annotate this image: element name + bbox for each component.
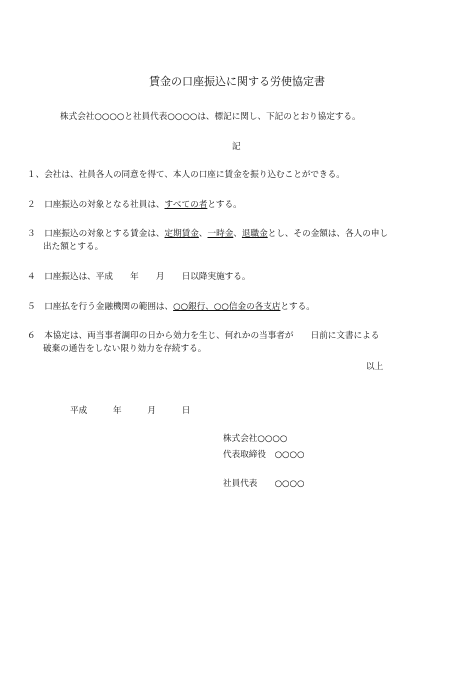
clause-2-underlined: すべての者 [164, 200, 208, 210]
intro-text: 株式会社○○○○と社員代表○○○○は、標記に関し、下記のとおり協定する。 [60, 112, 361, 122]
clause-3-line-2: 出た額とする。 [43, 242, 104, 252]
clause-3-sep-1: 、 [198, 229, 208, 239]
clause-6-line-1: ６ 本協定は、両当事者調印の日から効力を生じ、何れかの当事者が 日前に文書による [27, 331, 380, 341]
clause-3-wage-retirement: 退職金 [241, 229, 268, 239]
clause-3-tail: とし、その金額は、各人の申し [267, 229, 389, 239]
signature-date: 平成 年 月 日 [70, 406, 191, 416]
clause-3-wage-regular: 定期賃金 [164, 229, 199, 239]
clause-5-underlined: ○○銀行、○○信金の各支店 [173, 302, 281, 312]
representative-director: 代表取締役 ○○○○ [223, 450, 305, 460]
clause-1: １、会社は、社員各人の同意を得て、本人の口座に賃金を振り込むことができる。 [27, 170, 345, 180]
clause-2-text: ２ 口座振込の対象となる社員は、 [27, 200, 165, 210]
clause-3-wage-bonus: 一時金 [207, 229, 234, 239]
clause-2-tail: とする。 [207, 200, 242, 210]
employee-representative: 社員代表 ○○○○ [223, 479, 305, 489]
clause-3-text: ３ 口座振込の対象とする賃金は、 [27, 229, 165, 239]
clause-6-line-2: 破棄の通告をしない限り効力を存続する。 [43, 344, 207, 354]
clause-5-text: ５ 口座払を行う金融機関の範囲は、 [27, 302, 174, 312]
clause-3-sep-2: 、 [233, 229, 242, 239]
company-name: 株式会社○○○○ [223, 434, 288, 444]
document-title: 賃金の口座振込に関する労使協定書 [149, 75, 325, 88]
clause-2 [27, 199, 242, 211]
closing-ijo: 以上 [366, 362, 384, 372]
clause-5-tail: とする。 [280, 302, 315, 312]
clause-4: ４ 口座振込は、平成 年 月 日以降実施する。 [27, 272, 251, 282]
ki-heading: 記 [232, 142, 241, 152]
clause-3 [27, 228, 388, 240]
clause-5 [27, 301, 315, 313]
